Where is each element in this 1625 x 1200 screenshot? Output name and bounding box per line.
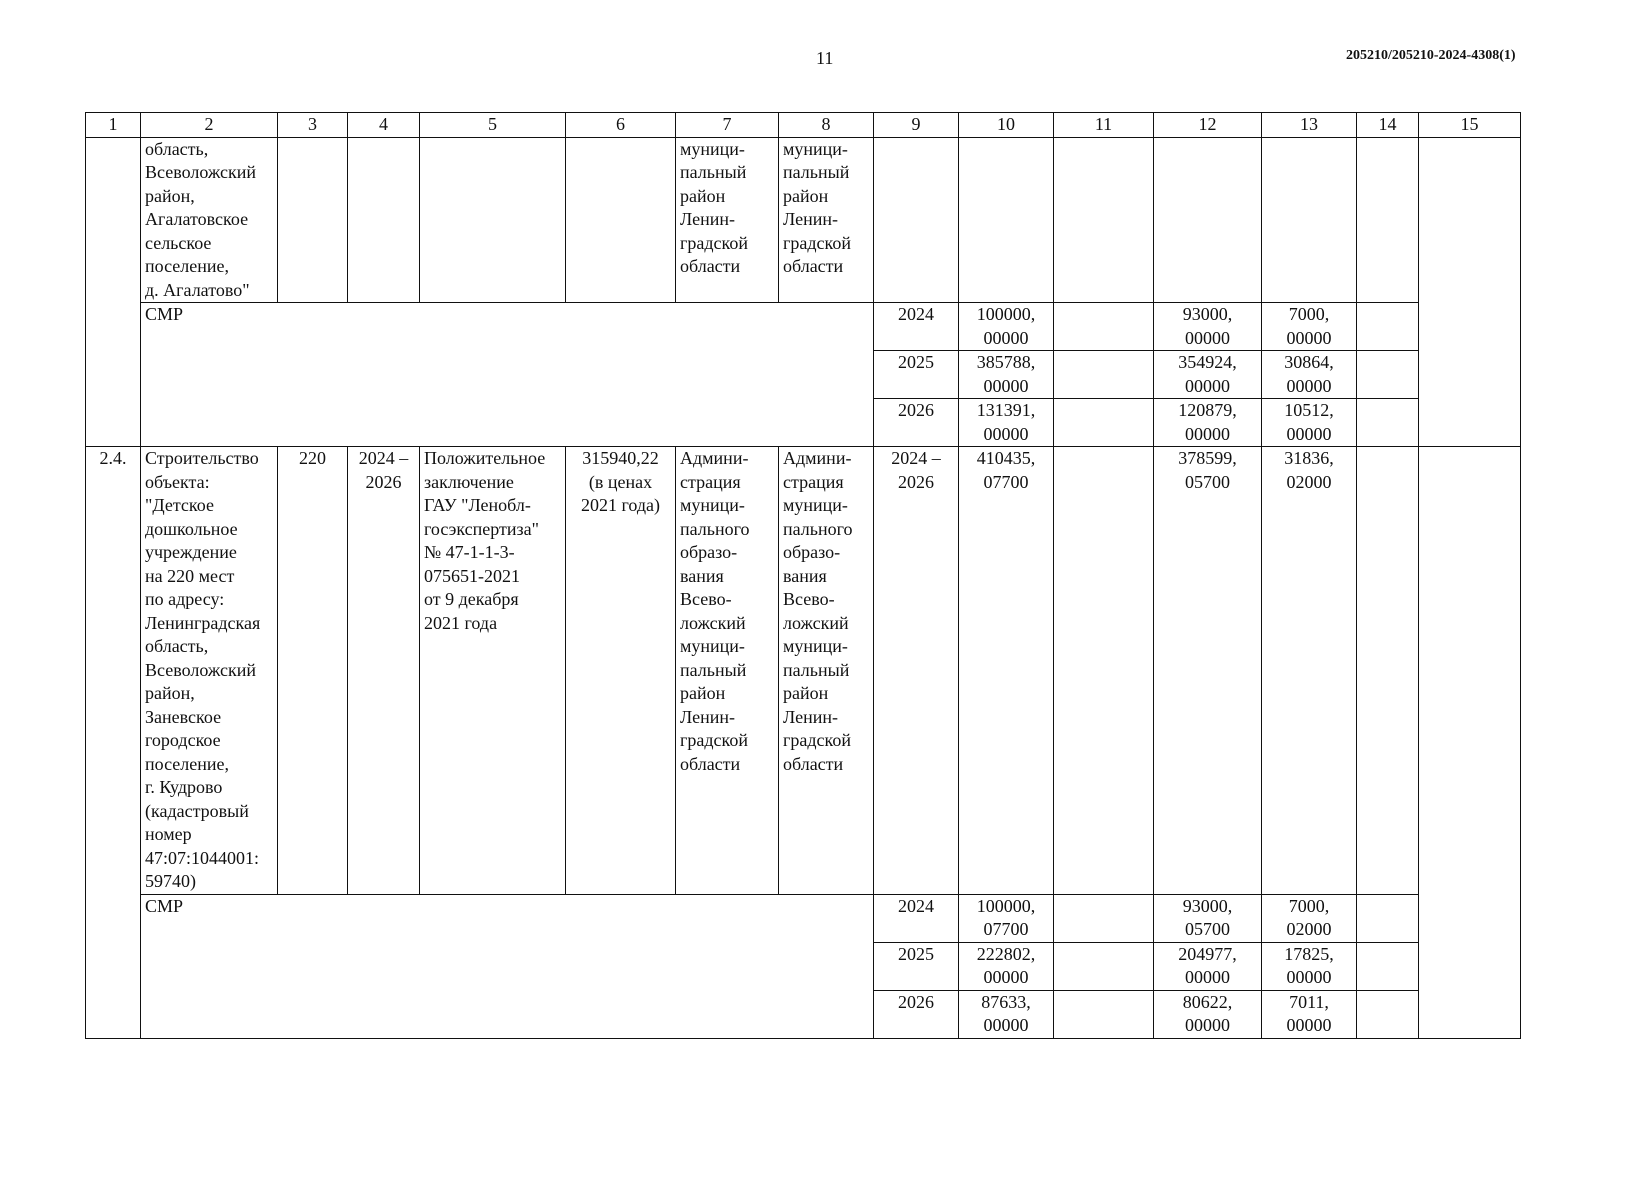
developer-cell: муници- пальный район Ленин- градской области <box>779 137 874 303</box>
table-row <box>86 447 1521 895</box>
empty-cell <box>1357 447 1419 895</box>
year-cell: 2024 <box>874 303 959 351</box>
amount-regional-cell: 354924, 00000 <box>1154 351 1262 399</box>
period-cell: 2024 – 2026 <box>348 447 420 895</box>
empty-cell <box>1357 399 1419 447</box>
customer-cell: Админи- страция муници- пального образо- вания Всево- ложский муници- пальный район Ленин- градской области <box>676 447 779 895</box>
capacity-cell: 220 <box>278 447 348 895</box>
empty-cell <box>566 137 676 303</box>
expertise-cell: Положительное заключение ГАУ "Ленобл- госэкспертиза" № 47-1-1-3- 075651-2021 от 9 декабря 2021 года <box>420 447 566 895</box>
amount-regional-cell: 204977, 00000 <box>1154 942 1262 990</box>
empty-cell <box>1054 137 1154 303</box>
column-number: 2 <box>141 113 278 138</box>
document-code: 205210/205210-2024-4308(1) <box>1346 48 1516 63</box>
amount-local-cell: 7011, 00000 <box>1262 990 1357 1038</box>
amount-local-cell: 10512, 00000 <box>1262 399 1357 447</box>
page-number: 11 <box>816 48 834 68</box>
column-number: 10 <box>959 113 1054 138</box>
amount-total-cell: 87633, 00000 <box>959 990 1054 1038</box>
empty-cell <box>348 137 420 303</box>
empty-cell <box>1054 447 1154 895</box>
column-number: 1 <box>86 113 141 138</box>
year-range-cell: 2024 – 2026 <box>874 447 959 895</box>
smr-label-cell: СМР <box>141 303 874 447</box>
empty-cell <box>1357 303 1419 351</box>
amount-total-cell: 222802, 00000 <box>959 942 1054 990</box>
table-row <box>86 137 1521 303</box>
amount-total-cell: 131391, 00000 <box>959 399 1054 447</box>
amount-local-cell: 7000, 02000 <box>1262 894 1357 942</box>
column-number: 13 <box>1262 113 1357 138</box>
column-number: 3 <box>278 113 348 138</box>
empty-cell <box>420 137 566 303</box>
row-number-cell <box>86 137 141 447</box>
amount-total-cell: 410435, 07700 <box>959 447 1054 895</box>
amount-regional-cell: 80622, 00000 <box>1154 990 1262 1038</box>
amount-local-cell: 31836, 02000 <box>1262 447 1357 895</box>
amount-regional-cell: 93000, 00000 <box>1154 303 1262 351</box>
empty-cell <box>1262 137 1357 303</box>
amount-local-cell: 17825, 00000 <box>1262 942 1357 990</box>
customer-cell: муници- пальный район Ленин- градской области <box>676 137 779 303</box>
empty-cell <box>1054 990 1154 1038</box>
amount-total-cell: 100000, 00000 <box>959 303 1054 351</box>
table-row <box>86 303 1521 351</box>
empty-cell <box>1054 351 1154 399</box>
row-number-cell: 2.4. <box>86 447 141 1039</box>
empty-cell <box>1154 137 1262 303</box>
column-number: 5 <box>420 113 566 138</box>
empty-cell <box>1419 137 1521 447</box>
empty-cell <box>1054 399 1154 447</box>
empty-cell <box>1357 351 1419 399</box>
column-number: 7 <box>676 113 779 138</box>
amount-total-cell: 100000, 07700 <box>959 894 1054 942</box>
empty-cell <box>959 137 1054 303</box>
object-description-cell: Строительство объекта: "Детское дошкольное учреждение на 220 мест по адресу: Ленинградская область, Всеволожский район, Заневское городское поселение, г. Кудрово (кадастровый номер 47:07:1044001: 59740) <box>141 447 278 895</box>
column-number: 8 <box>779 113 874 138</box>
object-description-cell: область, Всеволожский район, Агалатовское сельское поселение, д. Агалатово" <box>141 137 278 303</box>
amount-regional-cell: 378599, 05700 <box>1154 447 1262 895</box>
column-number: 9 <box>874 113 959 138</box>
column-number: 6 <box>566 113 676 138</box>
column-number: 15 <box>1419 113 1521 138</box>
empty-cell <box>1054 942 1154 990</box>
empty-cell <box>1357 990 1419 1038</box>
year-cell: 2026 <box>874 399 959 447</box>
amount-local-cell: 30864, 00000 <box>1262 351 1357 399</box>
estimated-cost-cell: 315940,22 (в ценах 2021 года) <box>566 447 676 895</box>
budget-table <box>85 112 1521 1039</box>
table-row <box>86 894 1521 942</box>
year-cell: 2025 <box>874 351 959 399</box>
developer-cell: Админи- страция муници- пального образо- вания Всево- ложский муници- пальный район Ленин- градской области <box>779 447 874 895</box>
empty-cell <box>1357 137 1419 303</box>
empty-cell <box>1054 894 1154 942</box>
year-cell: 2024 <box>874 894 959 942</box>
empty-cell <box>1357 894 1419 942</box>
column-number: 14 <box>1357 113 1419 138</box>
amount-regional-cell: 93000, 05700 <box>1154 894 1262 942</box>
empty-cell <box>1419 447 1521 1039</box>
empty-cell <box>1054 303 1154 351</box>
column-number: 12 <box>1154 113 1262 138</box>
empty-cell <box>1357 942 1419 990</box>
column-number: 4 <box>348 113 420 138</box>
column-number-row <box>86 113 1521 138</box>
amount-total-cell: 385788, 00000 <box>959 351 1054 399</box>
column-number: 11 <box>1054 113 1154 138</box>
smr-label-cell: СМР <box>141 894 874 1038</box>
year-cell: 2026 <box>874 990 959 1038</box>
empty-cell <box>874 137 959 303</box>
empty-cell <box>278 137 348 303</box>
amount-regional-cell: 120879, 00000 <box>1154 399 1262 447</box>
amount-local-cell: 7000, 00000 <box>1262 303 1357 351</box>
year-cell: 2025 <box>874 942 959 990</box>
